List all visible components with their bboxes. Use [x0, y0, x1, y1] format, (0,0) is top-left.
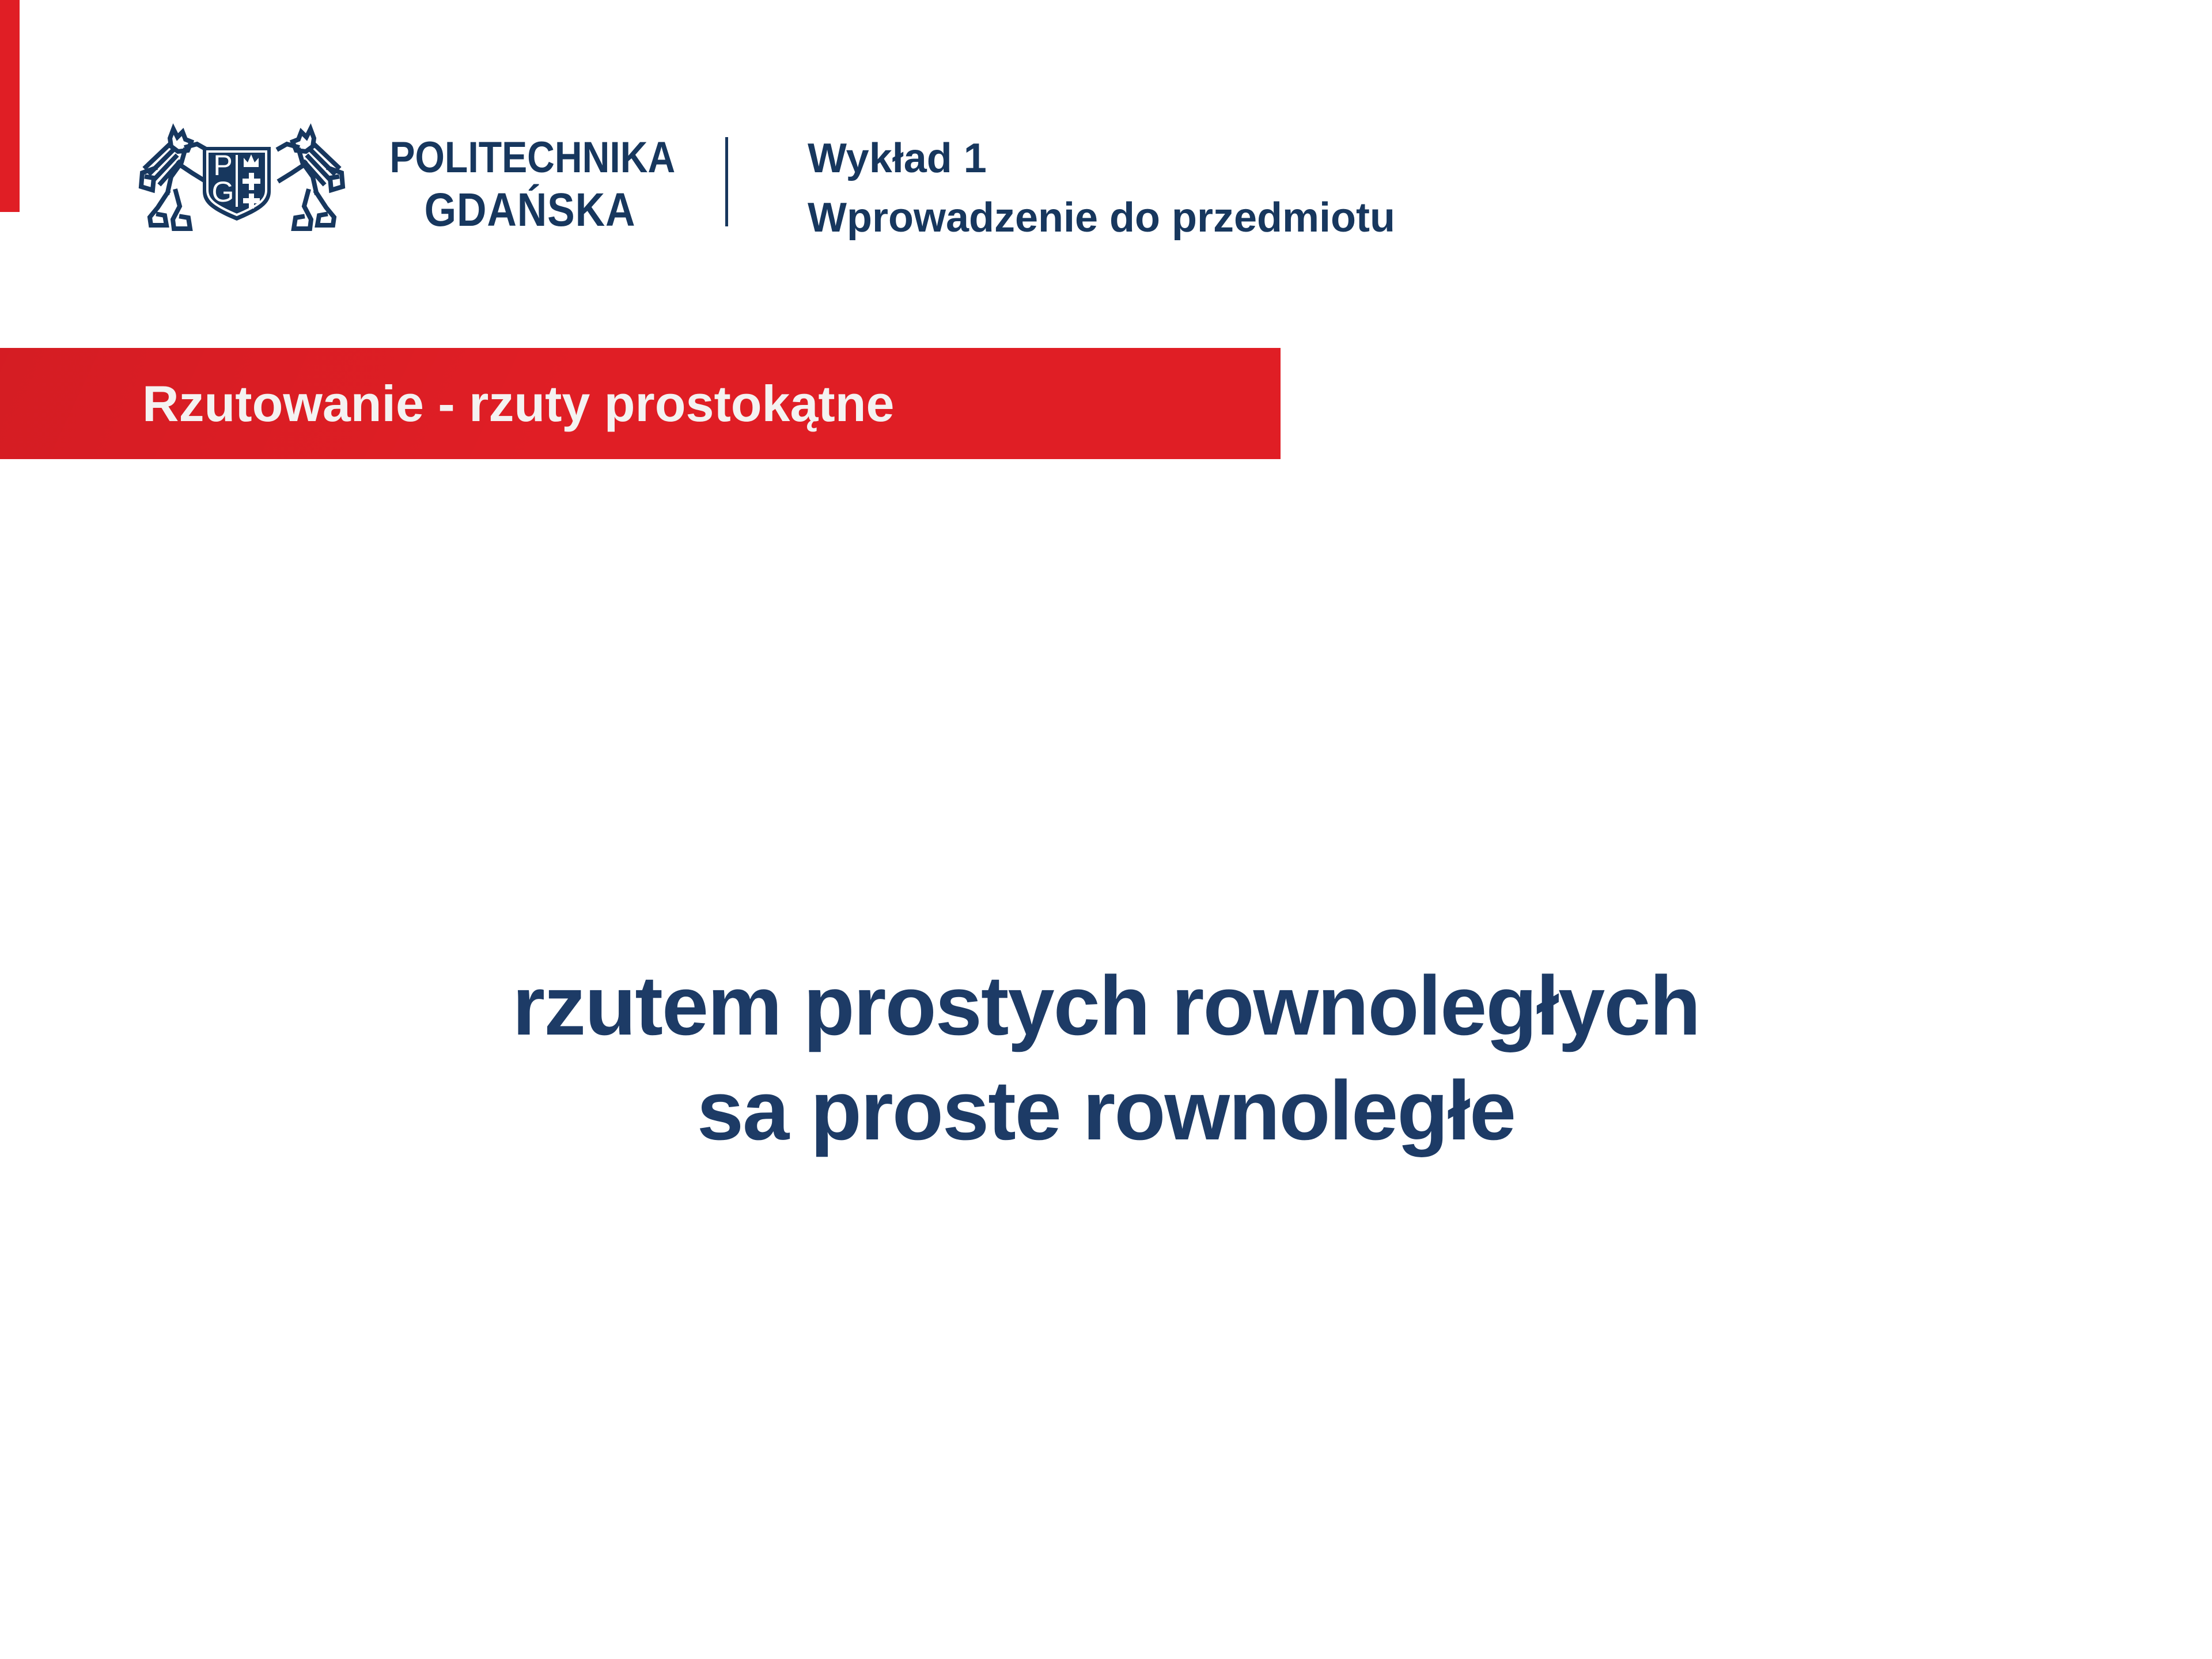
- monogram-p: P: [213, 149, 233, 181]
- section-banner-title: Rzutowanie - rzuty prostokątne: [142, 374, 895, 432]
- section-banner: [0, 348, 1281, 459]
- lion-right-icon: [279, 129, 343, 229]
- left-accent-bar: [0, 0, 20, 212]
- main-statement-line1: rzutem prostych rownoległych: [512, 959, 1700, 1052]
- lecture-heading: [808, 129, 1395, 248]
- lecture-number: Wykład 1: [808, 135, 987, 181]
- main-statement-line2: sa proste rownoległe: [696, 1063, 1516, 1157]
- university-logo: [135, 122, 349, 237]
- university-name: [369, 133, 691, 236]
- lecture-title: Wprowadzenie do przedmiotu: [808, 195, 1395, 241]
- main-statement: [0, 953, 2212, 1163]
- lion-left-icon: [141, 129, 205, 229]
- university-name-line1: POLITECHNIKA: [389, 133, 676, 182]
- shield-divider: [236, 155, 238, 207]
- university-shield-icon: [203, 147, 271, 221]
- university-name-line2: GDAŃSKA: [424, 184, 636, 236]
- university-logo-graphic: [135, 122, 349, 237]
- header-divider: [725, 137, 728, 226]
- monogram-g: G: [211, 176, 234, 208]
